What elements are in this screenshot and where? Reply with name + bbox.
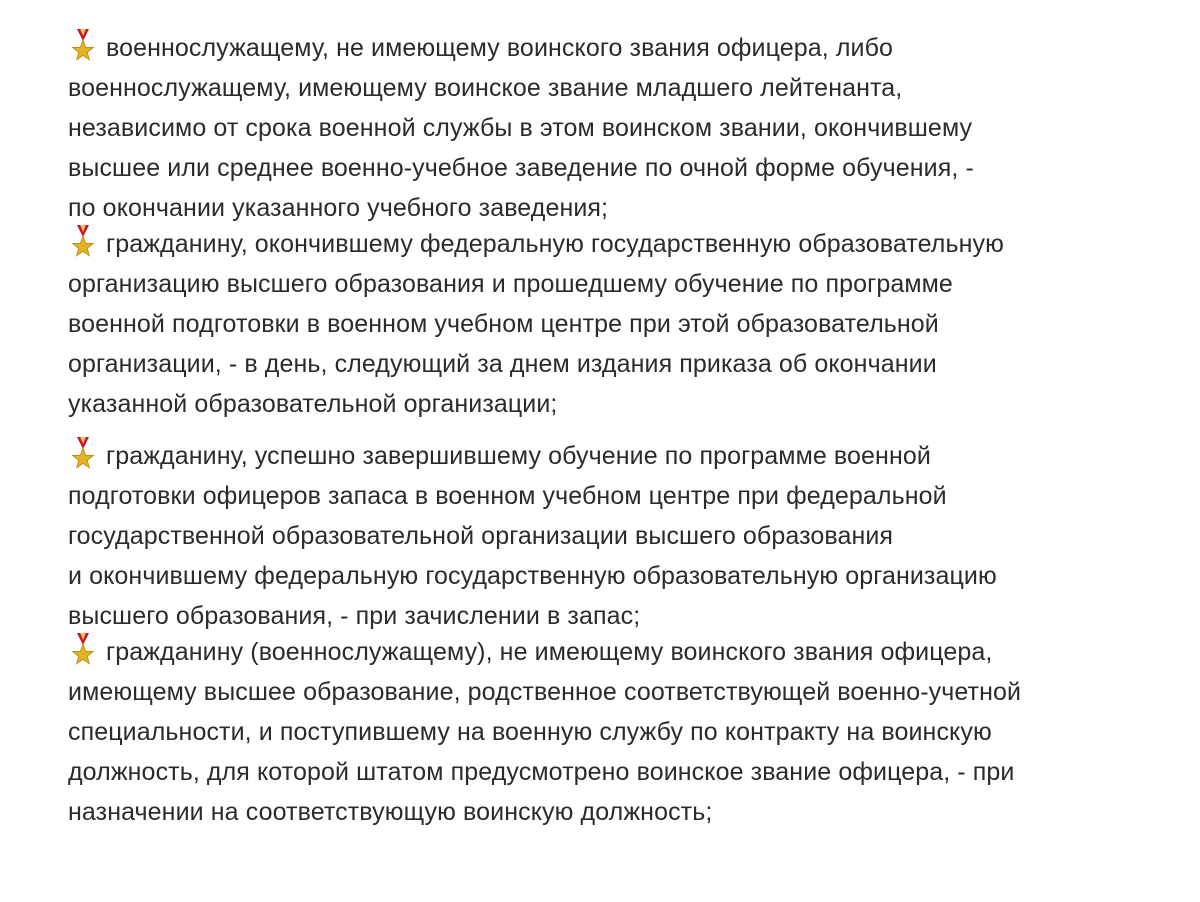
list-item-line <box>70 436 931 476</box>
list-item-line: назначении на соответствующую воинскую должность; <box>68 798 713 826</box>
gold-star-medal-icon <box>70 29 96 63</box>
list-item-line <box>70 632 992 672</box>
list-item-line: военнослужащему, имеющему воинское звание младшего лейтенанта, <box>68 74 903 102</box>
list-item-text: гражданину, окончившему федеральную государственную образовательную <box>106 230 1004 258</box>
list-item-line <box>70 28 893 68</box>
list-item-text: гражданину (военнослужащему), не имеющему воинского звания офицера, <box>106 638 993 666</box>
list-item-line: высшее или среднее военно-учебное заведение по очной форме обучения, - <box>68 154 974 182</box>
list-item-line <box>70 224 1004 264</box>
list-item-line: высшего образования, - при зачислении в запас; <box>68 602 641 630</box>
list-item-text: гражданину, успешно завершившему обучение по программе военной <box>106 442 931 470</box>
list-item-line: независимо от срока военной службы в этом воинском звании, окончившему <box>68 114 973 142</box>
list-item-line: военной подготовки в военном учебном центре при этой образовательной <box>68 310 939 338</box>
list-item-line: должность, для которой штатом предусмотрено воинское звание офицера, - при <box>68 758 1015 786</box>
list-item-line: подготовки офицеров запаса в военном учебном центре при федеральной <box>68 482 947 510</box>
list-item-line: организации, - в день, следующий за днем издания приказа об окончании <box>68 350 937 378</box>
list-item-line: и окончившему федеральную государственную образовательную организацию <box>68 562 997 590</box>
gold-star-medal-icon <box>70 633 96 667</box>
list-item-line: организацию высшего образования и прошедшему обучение по программе <box>68 270 953 298</box>
gold-star-medal-icon <box>70 225 96 259</box>
list-item-line: специальности, и поступившему на военную службу по контракту на воинскую <box>68 718 992 746</box>
list-item-text: военнослужащему, не имеющему воинского звания офицера, либо <box>106 34 894 62</box>
gold-star-medal-icon <box>70 437 96 471</box>
list-item-line: государственной образовательной организации высшего образования <box>68 522 894 550</box>
list-item-line: по окончании указанного учебного заведения; <box>68 194 609 222</box>
list-item-line: указанной образовательной организации; <box>68 390 558 418</box>
list-item-line: имеющему высшее образование, родственное соответствующей военно-учетной <box>68 678 1022 706</box>
